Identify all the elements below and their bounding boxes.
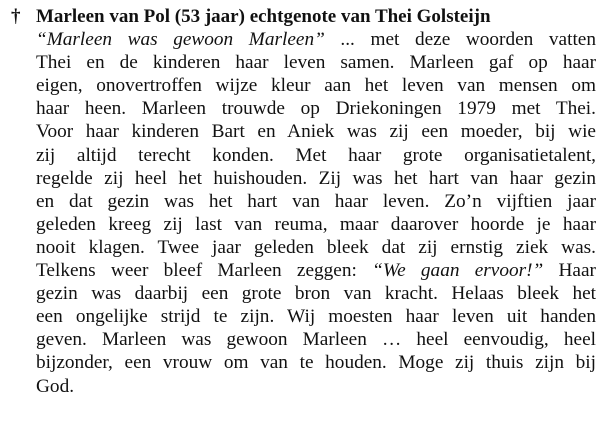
- body-text-segment: Haar: [543, 260, 596, 282]
- body-line: [36, 74, 596, 97]
- body-line: [36, 213, 596, 236]
- body-text-segment: een ongelijke strijd te zijn. Wij moesten haar leven uit handen: [36, 306, 596, 328]
- cross-icon: †: [11, 6, 21, 27]
- body-line: [36, 144, 596, 167]
- body-line: [36, 282, 596, 305]
- body-text-segment: Thei en de kinderen haar leven samen. Marleen gaf op haar: [36, 52, 596, 74]
- obituary-heading: Marleen van Pol (53 jaar) echtgenote van Thei Golsteijn: [36, 6, 491, 27]
- body-text-segment: en dat gezin was het hart van haar leven. Zo’n vijftien jaar: [36, 190, 596, 212]
- body-line: [36, 259, 596, 282]
- body-text-segment: eigen, onovertroffen wijze kleur aan het leven van mensen om: [36, 75, 596, 97]
- body-line: [36, 120, 596, 143]
- body-line: [36, 167, 596, 190]
- body-text-segment: regelde zij heel het huishouden. Zij was het hart van haar gezin: [36, 167, 596, 189]
- body-line: [36, 305, 596, 328]
- body-text-segment: gezin was daarbij een grote bron van kracht. Helaas bleek het: [36, 283, 596, 305]
- body-line: [36, 375, 596, 398]
- body-line: [36, 190, 596, 213]
- body-text-segment: Voor haar kinderen Bart en Aniek was zij een moeder, bij wie: [36, 121, 596, 143]
- body-text-segment: Telkens weer bleef Marleen zeggen:: [36, 260, 373, 282]
- body-text-segment: geven. Marleen was gewoon Marleen … heel eenvoudig, heel: [36, 329, 596, 351]
- body-line: [36, 97, 596, 120]
- obituary-article: [36, 5, 596, 398]
- body-text-segment: zij altijd terecht konden. Met haar grote organisatietalent,: [36, 144, 596, 166]
- body-text-segment: nooit klagen. Twee jaar geleden bleek dat zij ernstig ziek was.: [36, 236, 596, 258]
- body-line: [36, 28, 596, 51]
- body-line: [36, 51, 596, 74]
- body-text-segment: geleden kreeg zij last van reuma, maar daarover hoorde je haar: [36, 213, 596, 235]
- body-text-segment: ... met deze woorden vatten: [324, 29, 597, 51]
- body-line: [36, 351, 596, 374]
- body-text-segment: bijzonder, een vrouw om van te houden. Moge zij thuis zijn bij: [36, 352, 596, 374]
- quote-text: “We gaan ervoor!”: [372, 260, 544, 282]
- body-line: [36, 236, 596, 259]
- body-text-segment: haar heen. Marleen trouwde op Driekoningen 1979 met Thei.: [36, 98, 596, 120]
- obituary-body: [36, 28, 596, 398]
- body-text-segment: God.: [36, 375, 75, 397]
- quote-text: “Marleen was gewoon Marleen”: [36, 29, 325, 51]
- body-line: [36, 328, 596, 351]
